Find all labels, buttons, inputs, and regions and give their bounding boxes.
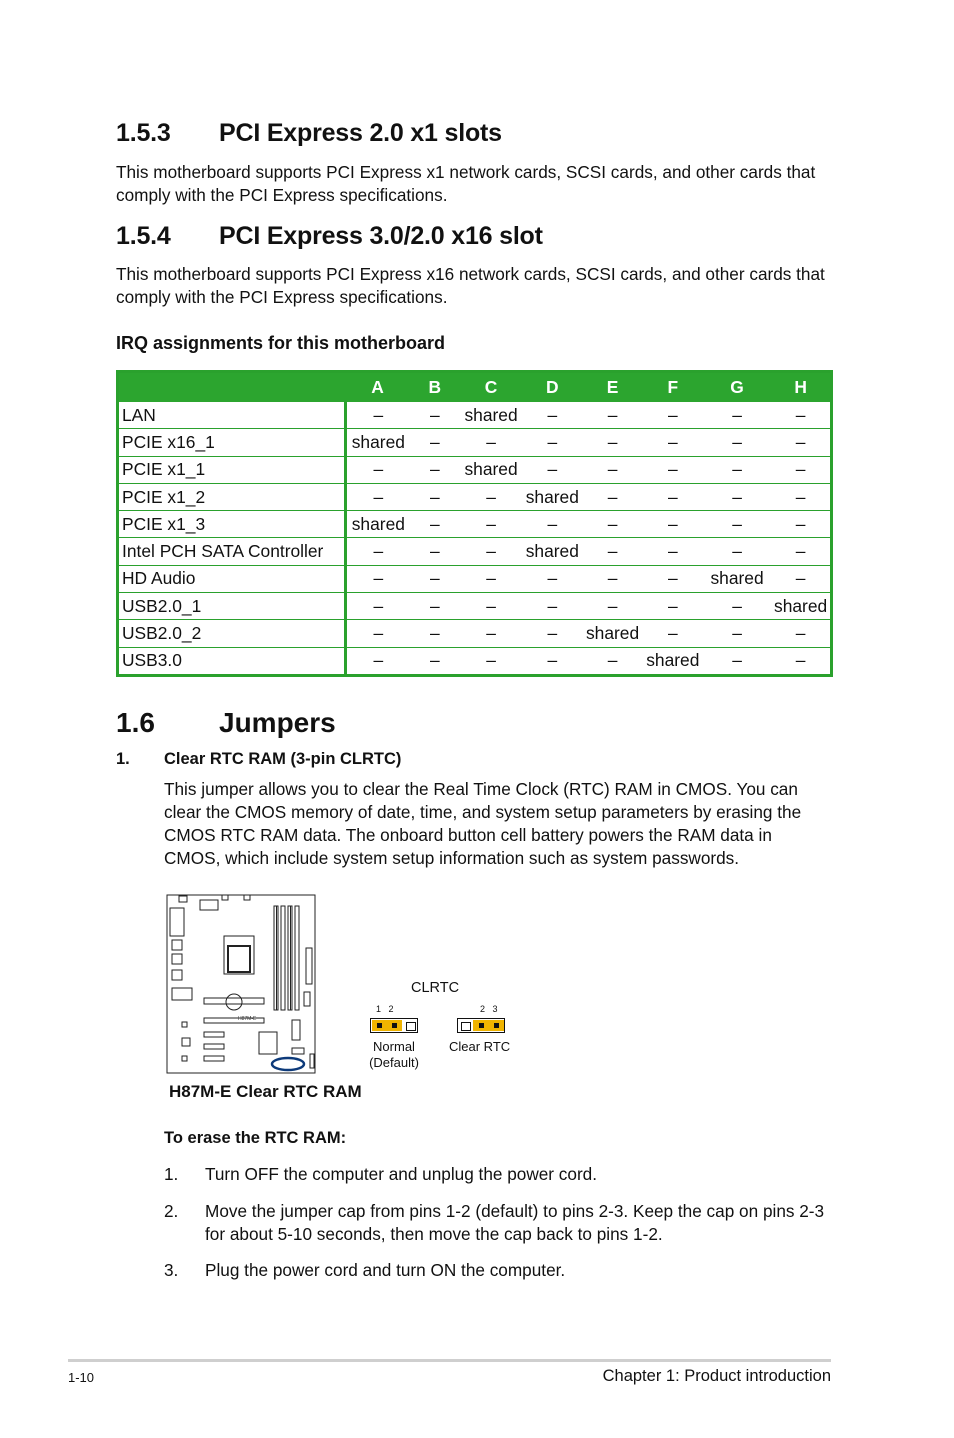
irq-value-cell: – (373, 650, 384, 671)
irq-value-cell: – (410, 511, 460, 538)
step-number: 1. (164, 1164, 179, 1184)
irq-value-cell: shared (646, 650, 700, 671)
normal-label (362, 1039, 426, 1071)
section-title: PCI Express 3.0/2.0 x16 slot (219, 222, 543, 250)
pin-2-dot (392, 1023, 397, 1028)
irq-value-cell: – (410, 402, 460, 429)
irq-value-cell: – (582, 402, 642, 429)
step-number: 2. (164, 1201, 179, 1221)
irq-heading: IRQ assignments for this motherboard (116, 333, 446, 353)
irq-value-cell: – (732, 650, 742, 671)
irq-header-c: C (460, 372, 522, 403)
motherboard-diagram (164, 892, 320, 1078)
irq-value-cell: – (429, 650, 440, 671)
irq-header-a: A (345, 372, 409, 403)
table-row (118, 565, 832, 592)
irq-value-cell: – (607, 650, 618, 671)
irq-header-row (118, 372, 832, 403)
irq-value-cell: – (643, 593, 703, 620)
irq-value-cell: – (582, 565, 642, 592)
irq-value-cell: shared (522, 538, 582, 565)
normal-label-line2: (Default) (369, 1055, 419, 1070)
footer-divider (68, 1359, 831, 1362)
irq-value-cell: – (522, 456, 582, 483)
irq-value-cell: – (643, 456, 703, 483)
section-body-1-5-4: This motherboard supports PCI Express x16 network cards, SCSI cards, and other cards that comply with the PCI Express specifications. (116, 264, 825, 307)
irq-value-cell: – (522, 429, 582, 456)
irq-value-cell: – (345, 538, 409, 565)
irq-value-cell: – (643, 402, 703, 429)
irq-value-cell: – (460, 620, 522, 647)
erase-step-3 (164, 1259, 864, 1283)
irq-value-cell: – (643, 538, 703, 565)
motherboard-outline-icon (164, 892, 320, 1078)
irq-value-cell: shared (460, 402, 522, 429)
irq-device-cell: PCIE x16_1 (118, 429, 346, 456)
irq-value-cell: – (410, 429, 460, 456)
irq-value-cell: – (703, 402, 771, 429)
section-body-1-5-3: This motherboard supports PCI Express x1 network cards, SCSI cards, and other cards that comply with the PCI Express specifications. (116, 162, 816, 205)
section-heading-1-5-3 (116, 119, 716, 151)
irq-device-cell: Intel PCH SATA Controller (118, 538, 346, 565)
item-title: Clear RTC RAM (3-pin CLRTC) (164, 750, 402, 768)
irq-value-cell: – (410, 538, 460, 565)
irq-value-cell: – (771, 402, 831, 429)
irq-device-cell: USB3.0 (118, 647, 346, 675)
footer-chapter: Chapter 1: Product introduction (602, 1367, 831, 1385)
irq-value-cell: – (460, 429, 522, 456)
irq-header-b: B (410, 372, 460, 403)
irq-value-cell: – (643, 483, 703, 510)
table-row (118, 402, 832, 429)
irq-value-cell: – (582, 429, 642, 456)
board-silk-label: H87M-E (238, 1016, 257, 1022)
irq-header-e: E (582, 372, 642, 403)
irq-device-cell: USB2.0_1 (118, 593, 346, 620)
irq-header-device (118, 372, 346, 403)
table-row (118, 620, 832, 647)
irq-value-cell: – (460, 538, 522, 565)
irq-value-cell: – (643, 565, 703, 592)
irq-value-cell: – (795, 650, 806, 671)
table-row (118, 429, 832, 456)
section-number: 1.6 (116, 707, 155, 738)
pin-2-dot (479, 1023, 484, 1028)
irq-value-cell: – (703, 456, 771, 483)
table-row (118, 647, 832, 675)
irq-value-cell: – (771, 538, 831, 565)
pin-1-dot (377, 1023, 382, 1028)
irq-value-cell: shared (345, 511, 409, 538)
irq-value-cell: – (582, 593, 642, 620)
irq-value-cell: – (703, 538, 771, 565)
table-row (118, 511, 832, 538)
irq-value-cell: – (771, 483, 831, 510)
section-heading-1-6 (116, 707, 716, 743)
irq-value-cell: – (582, 483, 642, 510)
irq-value-cell: – (345, 456, 409, 483)
irq-value-cell: shared (582, 620, 642, 647)
erase-step-2 (164, 1200, 864, 1248)
irq-value-cell: – (410, 593, 460, 620)
irq-value-cell: – (703, 620, 771, 647)
section-title: PCI Express 2.0 x1 slots (219, 119, 502, 147)
irq-value-cell: – (345, 565, 409, 592)
irq-value-cell: – (460, 483, 522, 510)
clear-rtc-label: Clear RTC (449, 1039, 511, 1054)
irq-value-cell: shared (522, 483, 582, 510)
irq-value-cell: – (460, 511, 522, 538)
irq-value-cell: – (410, 565, 460, 592)
pin-3-open (406, 1022, 416, 1031)
irq-value-cell: – (643, 511, 703, 538)
irq-value-cell: shared (345, 429, 409, 456)
jumper-normal (370, 1018, 418, 1033)
step-text: Plug the power cord and turn ON the computer. (205, 1260, 566, 1280)
footer-page-number: 1-10 (68, 1370, 95, 1385)
irq-value-cell: – (582, 511, 642, 538)
pin-3-dot (494, 1023, 499, 1028)
irq-value-cell: – (582, 456, 642, 483)
erase-heading: To erase the RTC RAM: (164, 1129, 347, 1147)
irq-value-cell: – (703, 483, 771, 510)
irq-value-cell: shared (771, 593, 831, 620)
item-number: 1. (116, 750, 130, 768)
irq-value-cell: – (345, 620, 409, 647)
irq-device-cell: USB2.0_2 (118, 620, 346, 647)
irq-header-g: G (703, 372, 771, 403)
irq-header-h: H (771, 372, 831, 403)
irq-header-f: F (643, 372, 703, 403)
irq-value-cell: – (345, 483, 409, 510)
irq-value-cell: – (522, 593, 582, 620)
section-title: Jumpers (219, 707, 336, 738)
irq-value-cell: – (771, 456, 831, 483)
step-number: 3. (164, 1260, 179, 1280)
table-row (118, 538, 832, 565)
irq-value-cell: – (547, 650, 558, 671)
irq-value-cell: – (410, 483, 460, 510)
irq-value-cell: – (345, 593, 409, 620)
table-row (118, 593, 832, 620)
irq-value-cell: – (522, 511, 582, 538)
table-row (118, 483, 832, 510)
irq-value-cell: – (643, 429, 703, 456)
section-number: 1.5.3 (116, 119, 171, 147)
section-number: 1.5.4 (116, 222, 171, 250)
jumper-clear (457, 1018, 505, 1033)
irq-device-cell: LAN (118, 402, 346, 429)
irq-value-cell: – (345, 402, 409, 429)
irq-value-cell: – (643, 620, 703, 647)
irq-device-cell: HD Audio (118, 565, 346, 592)
irq-value-cell: – (771, 429, 831, 456)
irq-device-cell: PCIE x1_3 (118, 511, 346, 538)
pin-1-open (461, 1022, 471, 1031)
step-text: Turn OFF the computer and unplug the power cord. (205, 1164, 598, 1184)
irq-value-cell: – (522, 620, 582, 647)
irq-value-cell: – (703, 511, 771, 538)
irq-value-cell: – (522, 565, 582, 592)
irq-device-cell: PCIE x1_1 (118, 456, 346, 483)
clrtc-label: CLRTC (411, 980, 460, 996)
figure-caption: H87M-E Clear RTC RAM (169, 1082, 362, 1101)
erase-step-1 (164, 1163, 864, 1187)
irq-value-cell: – (771, 620, 831, 647)
irq-value-cell: – (771, 511, 831, 538)
irq-value-cell: – (460, 593, 522, 620)
pins-clear-label: 2 3 (480, 1004, 498, 1014)
irq-value-cell: – (582, 538, 642, 565)
irq-header-d: D (522, 372, 582, 403)
section-heading-1-5-4 (116, 222, 716, 254)
irq-value-cell: – (771, 565, 831, 592)
irq-value-cell: – (460, 565, 522, 592)
irq-value-cell: shared (703, 565, 771, 592)
pins-2-3-capped (473, 1020, 504, 1031)
irq-value-cell: – (703, 593, 771, 620)
normal-label-line1: Normal (373, 1039, 415, 1054)
irq-table (116, 370, 833, 677)
irq-value-cell: – (410, 620, 460, 647)
pins-normal-label: 1 2 (376, 1004, 394, 1014)
step-text: Move the jumper cap from pins 1-2 (default) to pins 2-3. Keep the cap on pins 2-3 for about 5-10 seconds, then move the cap back to pins 1-2. (205, 1201, 825, 1244)
jumper-item-body: This jumper allows you to clear the Real Time Clock (RTC) RAM in CMOS. You can clear the CMOS memory of date, time, and system setup parameters by erasing the CMOS RTC RAM data. The onboard button cell battery powers the RAM data in CMOS, which include system setup information such as system passwords. (164, 779, 802, 868)
irq-value-cell: – (522, 402, 582, 429)
irq-device-cell: PCIE x1_2 (118, 483, 346, 510)
irq-value-cell: – (703, 429, 771, 456)
irq-value-cell: – (486, 650, 496, 671)
irq-value-cell: – (410, 456, 460, 483)
irq-value-cell: shared (460, 456, 522, 483)
table-row (118, 456, 832, 483)
